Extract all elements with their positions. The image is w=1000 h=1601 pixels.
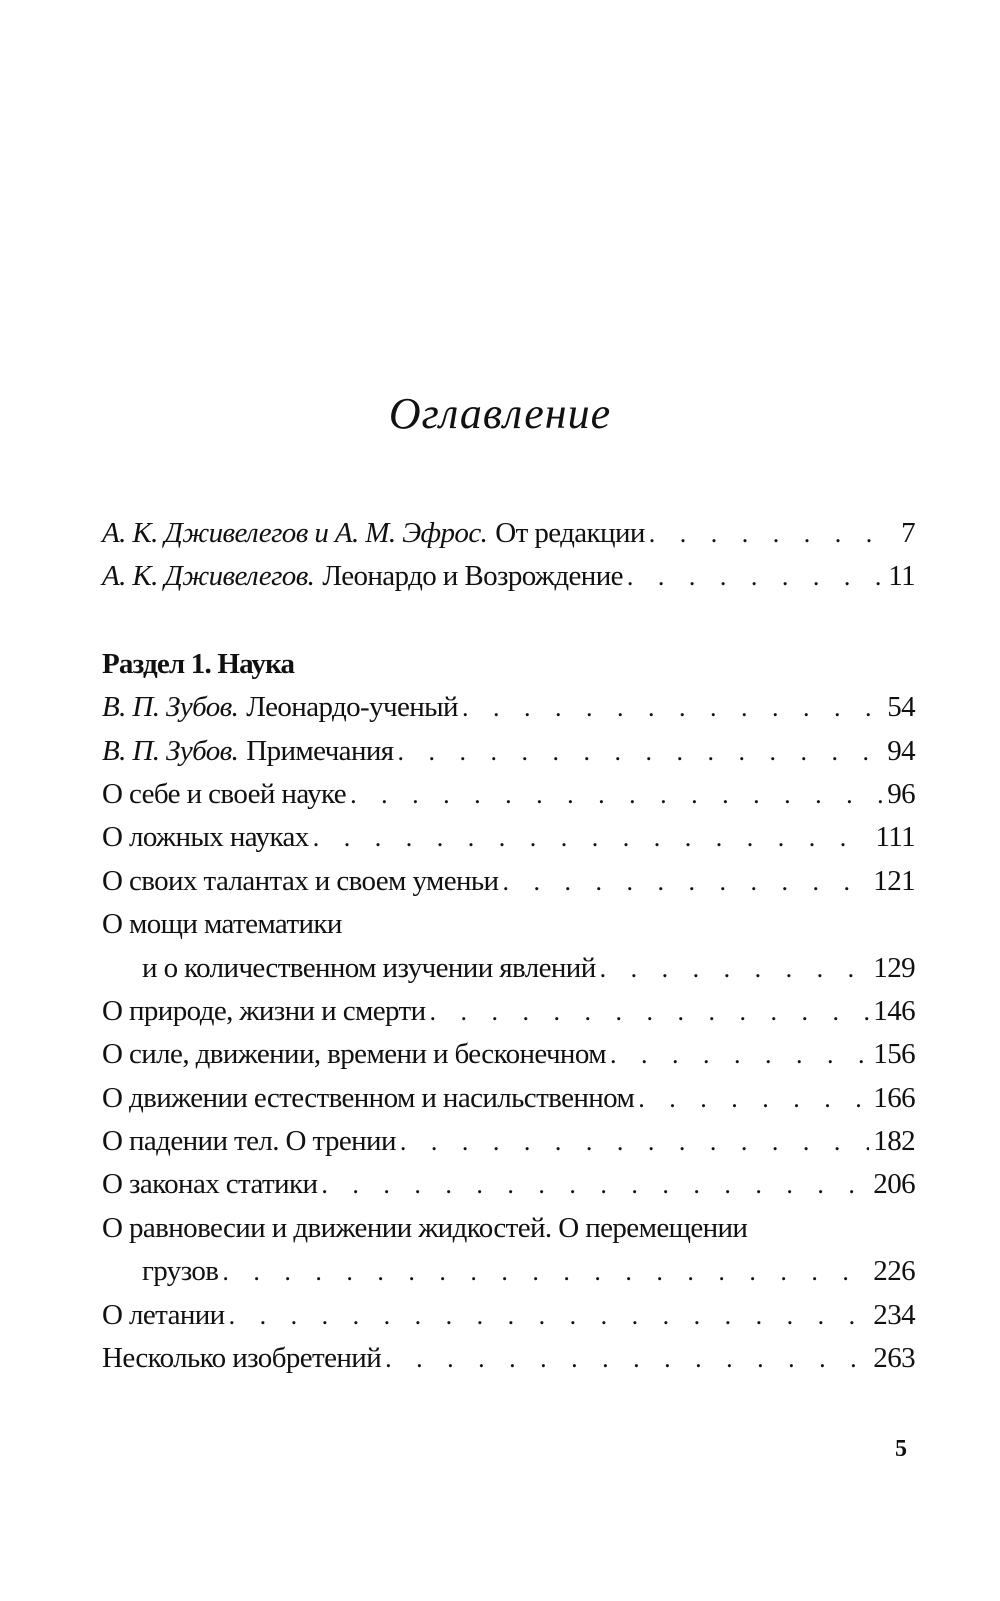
entry-title: О падении тел. О трении <box>102 1125 396 1158</box>
entry-page: 226 <box>873 1255 915 1288</box>
dot-leader <box>600 947 870 990</box>
entry-title: О природе, жизни и смерти <box>102 994 426 1027</box>
toc-entry[interactable] <box>102 1163 915 1206</box>
entry-page: 111 <box>875 821 915 854</box>
entry-title: и о количественном изучении явлений <box>142 951 596 984</box>
dot-leader <box>610 1033 869 1076</box>
toc-entry-line1[interactable] <box>102 1207 915 1250</box>
entry-page: 96 <box>887 777 915 810</box>
entry-title: О силе, движении, времени и бесконечном <box>102 1038 606 1071</box>
entry-page: 54 <box>887 691 915 724</box>
toc-entry[interactable] <box>102 773 915 816</box>
entry-title: О ложных науках <box>102 821 309 854</box>
dot-leader <box>313 816 872 859</box>
toc-entry[interactable] <box>102 816 915 859</box>
entry-title: грузов <box>142 1255 219 1288</box>
dot-leader <box>502 860 869 903</box>
entry-title: О себе и своей науке <box>102 777 347 810</box>
toc-entry[interactable] <box>102 1077 915 1120</box>
toc-entry[interactable] <box>102 1033 915 1076</box>
toc-entry[interactable] <box>102 1120 915 1163</box>
toc-entry[interactable] <box>102 730 915 773</box>
toc-entry[interactable] <box>102 1294 915 1337</box>
toc-entry-line2[interactable] <box>102 947 915 990</box>
toc-entry[interactable] <box>102 990 915 1033</box>
dot-leader <box>385 1337 869 1380</box>
toc-entry-line1[interactable] <box>102 903 915 946</box>
entry-title: Леонардо и Возрождение <box>322 560 623 593</box>
dot-leader <box>350 773 883 816</box>
entry-title: Леонардо-ученый <box>246 691 458 724</box>
dot-leader <box>462 686 883 729</box>
dot-leader <box>638 1077 869 1120</box>
entry-author: А. К. Дживелегов. <box>102 560 315 593</box>
page-number: 5 <box>895 1436 907 1462</box>
entry-title: О мощи математики <box>102 908 342 941</box>
entry-page: 166 <box>873 1081 915 1114</box>
entry-page: 182 <box>873 1125 915 1158</box>
entry-page: 121 <box>873 864 915 897</box>
dot-leader <box>229 1294 870 1337</box>
toc-entry-line2[interactable] <box>102 1250 915 1293</box>
entry-author: В. П. Зубов. <box>102 691 239 724</box>
entry-page: 206 <box>873 1168 915 1201</box>
entry-title: Несколько изобретений <box>102 1342 382 1375</box>
dot-leader <box>222 1250 869 1293</box>
dot-leader <box>627 555 884 598</box>
dot-leader <box>398 730 884 773</box>
entry-page: 11 <box>888 560 915 593</box>
dot-leader <box>649 512 897 555</box>
entry-title: О движении естественном и насильственном <box>102 1081 635 1114</box>
toc-entry[interactable] <box>102 686 915 729</box>
entry-title: От редакции <box>495 517 645 549</box>
page-title: Оглавление <box>388 389 612 438</box>
entry-title: О равновесии и движении жидкостей. О перемещении <box>102 1211 748 1244</box>
entry-title: О своих талантах и своем уменьи <box>102 864 499 897</box>
toc-entry[interactable] <box>102 1337 915 1380</box>
entry-title: О законах статики <box>102 1168 318 1201</box>
dot-leader <box>321 1163 869 1206</box>
dot-leader <box>400 1120 869 1163</box>
entry-page: 129 <box>873 951 915 984</box>
entry-page: 146 <box>873 994 915 1027</box>
entry-author: А. К. Дживелегов и А. М. Эфрос. <box>102 517 488 549</box>
toc-entry[interactable] <box>102 512 915 555</box>
entry-page: 263 <box>873 1342 915 1375</box>
entry-page: 94 <box>887 734 915 767</box>
entry-title: О летании <box>102 1298 225 1331</box>
dot-leader <box>430 990 870 1033</box>
toc-entry[interactable] <box>102 860 915 903</box>
entry-page: 234 <box>873 1298 915 1331</box>
section-heading: Раздел 1. Наука <box>102 647 295 680</box>
entry-page: 156 <box>873 1038 915 1071</box>
toc-entry[interactable] <box>102 555 915 598</box>
entry-title: Примечания <box>246 734 394 767</box>
table-of-contents <box>102 512 915 1380</box>
entry-author: В. П. Зубов. <box>102 734 239 767</box>
entry-page: 7 <box>901 517 915 549</box>
